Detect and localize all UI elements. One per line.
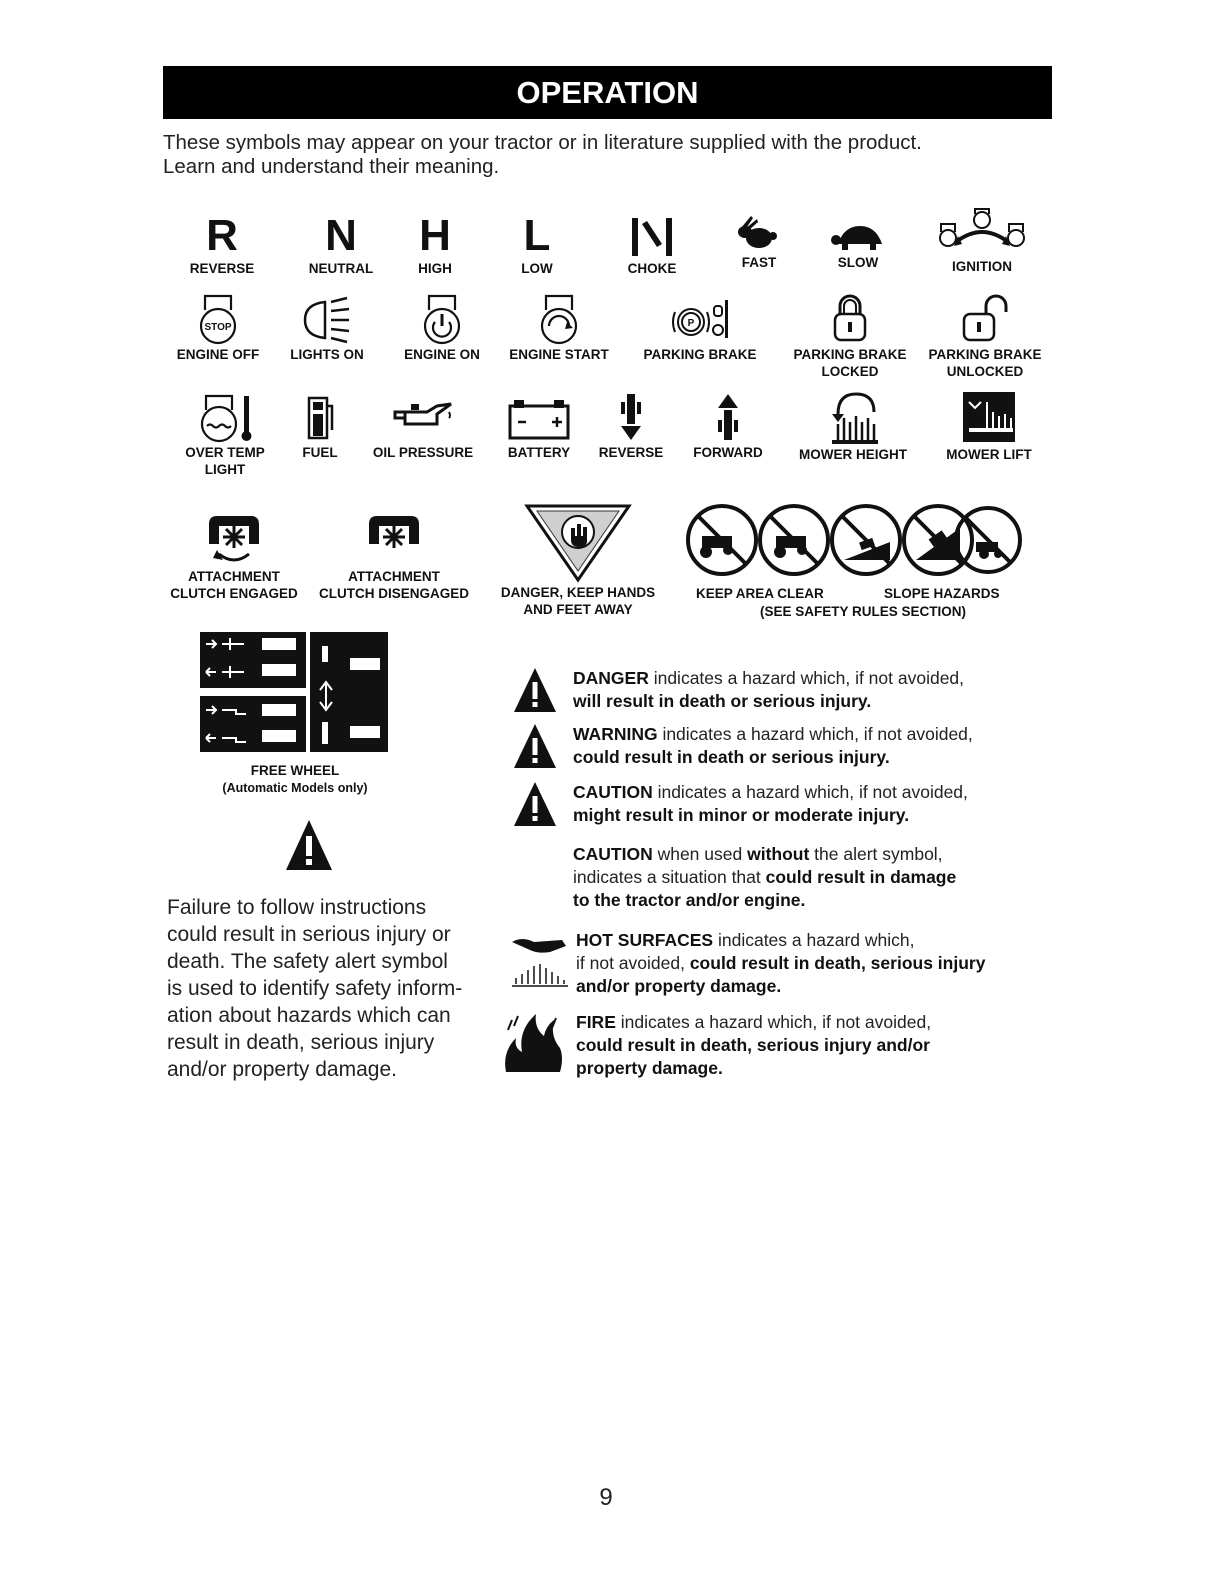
ignition-icon [936, 208, 1028, 258]
symbol-fast [726, 214, 792, 271]
hand-hazard-icon [523, 502, 633, 584]
caution-alert-icon [512, 780, 558, 830]
mower-height-label: MOWER HEIGHT [799, 447, 907, 462]
caution-plain-t1: when used [652, 844, 748, 864]
reverse-label: REVERSE [189, 261, 255, 276]
symbol-clutch-disengaged [312, 504, 476, 602]
warning-word: WARNING [573, 724, 658, 744]
fast-label: FAST [741, 255, 777, 270]
parking-brake-icon-text: P [687, 318, 695, 329]
parking-brake-unlocked-line-2: UNLOCKED [946, 364, 1024, 379]
fuel-label: FUEL [302, 445, 338, 460]
hot-surfaces-word: HOT SURFACES [576, 930, 714, 950]
symbol-neutral [298, 212, 384, 277]
fuel-pump-icon [303, 388, 337, 444]
intro-line-1: These symbols may appear on your tractor or in literature supplied with the product. [163, 131, 922, 154]
symbol-parking-brake [636, 292, 764, 363]
hot-surface-icon [508, 928, 572, 990]
engine-off-icon-text: STOP [204, 322, 232, 333]
caution-plain-definition [573, 843, 956, 912]
arrow-down-icon [611, 388, 651, 444]
danger-word: DANGER [573, 668, 649, 688]
failure-line: result in death, serious injury [167, 1031, 435, 1054]
failure-line: Failure to follow instructions [167, 896, 427, 919]
caution-plain-line2a: indicates a situation that [573, 867, 766, 887]
warning-text: indicates a hazard which, if not avoided, [657, 724, 973, 744]
clutch-disengaged-line-2: CLUTCH DISENGAGED [318, 586, 469, 601]
symbol-oil-pressure [366, 388, 480, 461]
padlock-unlocked-icon [960, 292, 1010, 346]
symbol-choke [614, 214, 690, 277]
clutch-engaged-line-2: CLUTCH ENGAGED [170, 586, 298, 601]
over-temp-line-2: LIGHT [204, 462, 246, 477]
choke-icon [622, 214, 682, 260]
prohibition-icons [684, 502, 1024, 578]
slow-label: SLOW [837, 255, 879, 270]
symbol-slow [826, 220, 890, 271]
hot-surfaces-text: indicates a hazard which, [713, 930, 915, 950]
see-safety-rules-label: (SEE SAFETY RULES SECTION) [760, 604, 967, 619]
engine-start-icon [536, 292, 582, 346]
warning-alert-icon [512, 722, 558, 772]
over-temp-line-1: OVER TEMP [185, 445, 265, 460]
over-temp-icon [194, 388, 256, 444]
symbol-mower-lift [940, 388, 1038, 463]
lights-on-label: LIGHTS ON [290, 347, 364, 362]
caution-word: CAUTION [573, 782, 653, 802]
headlight-icon [301, 292, 353, 346]
symbol-ignition [934, 208, 1030, 275]
section-header: OPERATION [163, 66, 1052, 119]
parking-brake-label: PARKING BRAKE [643, 347, 757, 362]
forward-label: FORWARD [693, 445, 763, 460]
symbol-parking-brake-locked [786, 292, 914, 380]
fire-line3: property damage. [576, 1058, 723, 1078]
neutral-glyph: N [325, 211, 357, 260]
engine-off-label: ENGINE OFF [176, 347, 260, 362]
danger-text: indicates a hazard which, if not avoided, [648, 668, 965, 688]
fire-icon [498, 1010, 570, 1076]
fire-word: FIRE [576, 1012, 616, 1032]
symbol-parking-brake-unlocked [920, 292, 1050, 380]
failure-warning-text [167, 894, 497, 1083]
keep-area-clear-label: KEEP AREA CLEAR [696, 586, 824, 601]
hot-surfaces-definition [576, 929, 985, 998]
intro-text [163, 131, 1063, 179]
battery-label: BATTERY [507, 445, 571, 460]
caution-text: indicates a hazard which, if not avoided, [652, 782, 968, 802]
symbol-reverse [180, 212, 264, 277]
slope-hazards-label: SLOPE HAZARDS [884, 586, 1000, 601]
danger-consequence: will result in death or serious injury. [573, 691, 872, 711]
free-wheel-line-1: FREE WHEEL [250, 763, 340, 778]
caution-consequence: might result in minor or moderate injury. [573, 805, 910, 825]
caution-plain-line3: to the tractor and/or engine. [573, 890, 806, 910]
danger-hands-line-1: DANGER, KEEP HANDS [500, 585, 656, 600]
reverse-glyph: R [206, 211, 238, 260]
neutral-label: NEUTRAL [308, 261, 374, 276]
parking-brake-unlocked-line-1: PARKING BRAKE [928, 347, 1042, 362]
symbol-engine-on [400, 292, 484, 363]
free-wheel-line-2: (Automatic Models only) [222, 781, 368, 795]
caution-definition [573, 781, 968, 827]
reverse-direction-label: REVERSE [598, 445, 664, 460]
hot-surfaces-line2b: could result in death, serious injury [689, 953, 986, 973]
symbol-engine-start [504, 292, 614, 363]
symbol-clutch-engaged [164, 504, 304, 602]
failure-line: is used to identify safety inform- [167, 977, 463, 1000]
choke-label: CHOKE [627, 261, 677, 276]
hot-surfaces-line2a: if not avoided, [576, 953, 690, 973]
engine-on-label: ENGINE ON [404, 347, 480, 362]
failure-line: could result in serious injury or [167, 923, 451, 946]
failure-line: and/or property damage. [167, 1058, 397, 1081]
symbol-reverse-direction [594, 388, 668, 461]
parking-brake-locked-line-1: PARKING BRAKE [793, 347, 907, 362]
symbol-forward [688, 388, 768, 461]
failure-line: ation about hazards which can [167, 1004, 451, 1027]
symbol-low [510, 212, 564, 277]
free-wheel-icon [200, 630, 390, 758]
caution-plain-line2b: could result in damage [765, 867, 957, 887]
fire-definition [576, 1011, 931, 1080]
high-label: HIGH [418, 261, 452, 276]
intro-line-2: Learn and understand their meaning. [163, 155, 500, 178]
engine-start-label: ENGINE START [509, 347, 609, 362]
symbol-high [405, 212, 465, 277]
page-number: 9 [599, 1484, 613, 1511]
warning-definition [573, 723, 973, 769]
rabbit-icon [731, 214, 787, 254]
hot-surfaces-line3: and/or property damage. [576, 976, 782, 996]
symbol-fuel [296, 388, 344, 461]
clutch-engaged-line-1: ATTACHMENT [188, 569, 280, 584]
arrow-up-icon [708, 388, 748, 444]
warning-consequence: could result in death or serious injury. [573, 747, 890, 767]
engine-on-icon [419, 292, 465, 346]
symbol-engine-off [170, 292, 266, 363]
clutch-disengaged-line-1: ATTACHMENT [348, 569, 440, 584]
oil-can-icon [389, 388, 457, 444]
padlock-locked-icon [830, 292, 870, 346]
symbol-battery [502, 388, 576, 461]
symbol-mower-height [792, 388, 914, 463]
ignition-label: IGNITION [952, 259, 1012, 274]
mower-height-icon [820, 388, 886, 446]
safety-alert-icon [284, 818, 334, 874]
low-label: LOW [521, 261, 553, 276]
clutch-engaged-icon [199, 504, 269, 568]
symbol-danger-hands [494, 502, 662, 618]
turtle-icon [828, 220, 888, 254]
failure-line: death. The safety alert symbol [167, 950, 448, 973]
mower-lift-label: MOWER LIFT [946, 447, 1032, 462]
danger-alert-icon [512, 666, 558, 716]
high-glyph: H [419, 211, 451, 260]
battery-icon [504, 388, 574, 444]
parking-brake-locked-line-2: LOCKED [821, 364, 879, 379]
mower-lift-icon [961, 388, 1017, 446]
fire-text: indicates a hazard which, if not avoided, [615, 1012, 932, 1032]
oil-pressure-label: OIL PRESSURE [372, 445, 474, 460]
engine-off-icon [195, 292, 241, 346]
symbol-over-temp [178, 388, 272, 478]
caution-plain-word: CAUTION [573, 844, 653, 864]
caution-plain-t3: the alert symbol, [809, 844, 943, 864]
parking-brake-icon [665, 292, 735, 346]
symbol-lights-on [284, 292, 370, 363]
caution-plain-t2: without [747, 844, 810, 864]
danger-definition [573, 667, 964, 713]
fire-line2: could result in death, serious injury and/or [576, 1035, 930, 1055]
danger-hands-line-2: AND FEET AWAY [523, 602, 633, 617]
low-glyph: L [523, 211, 551, 260]
clutch-disengaged-icon [359, 504, 429, 568]
